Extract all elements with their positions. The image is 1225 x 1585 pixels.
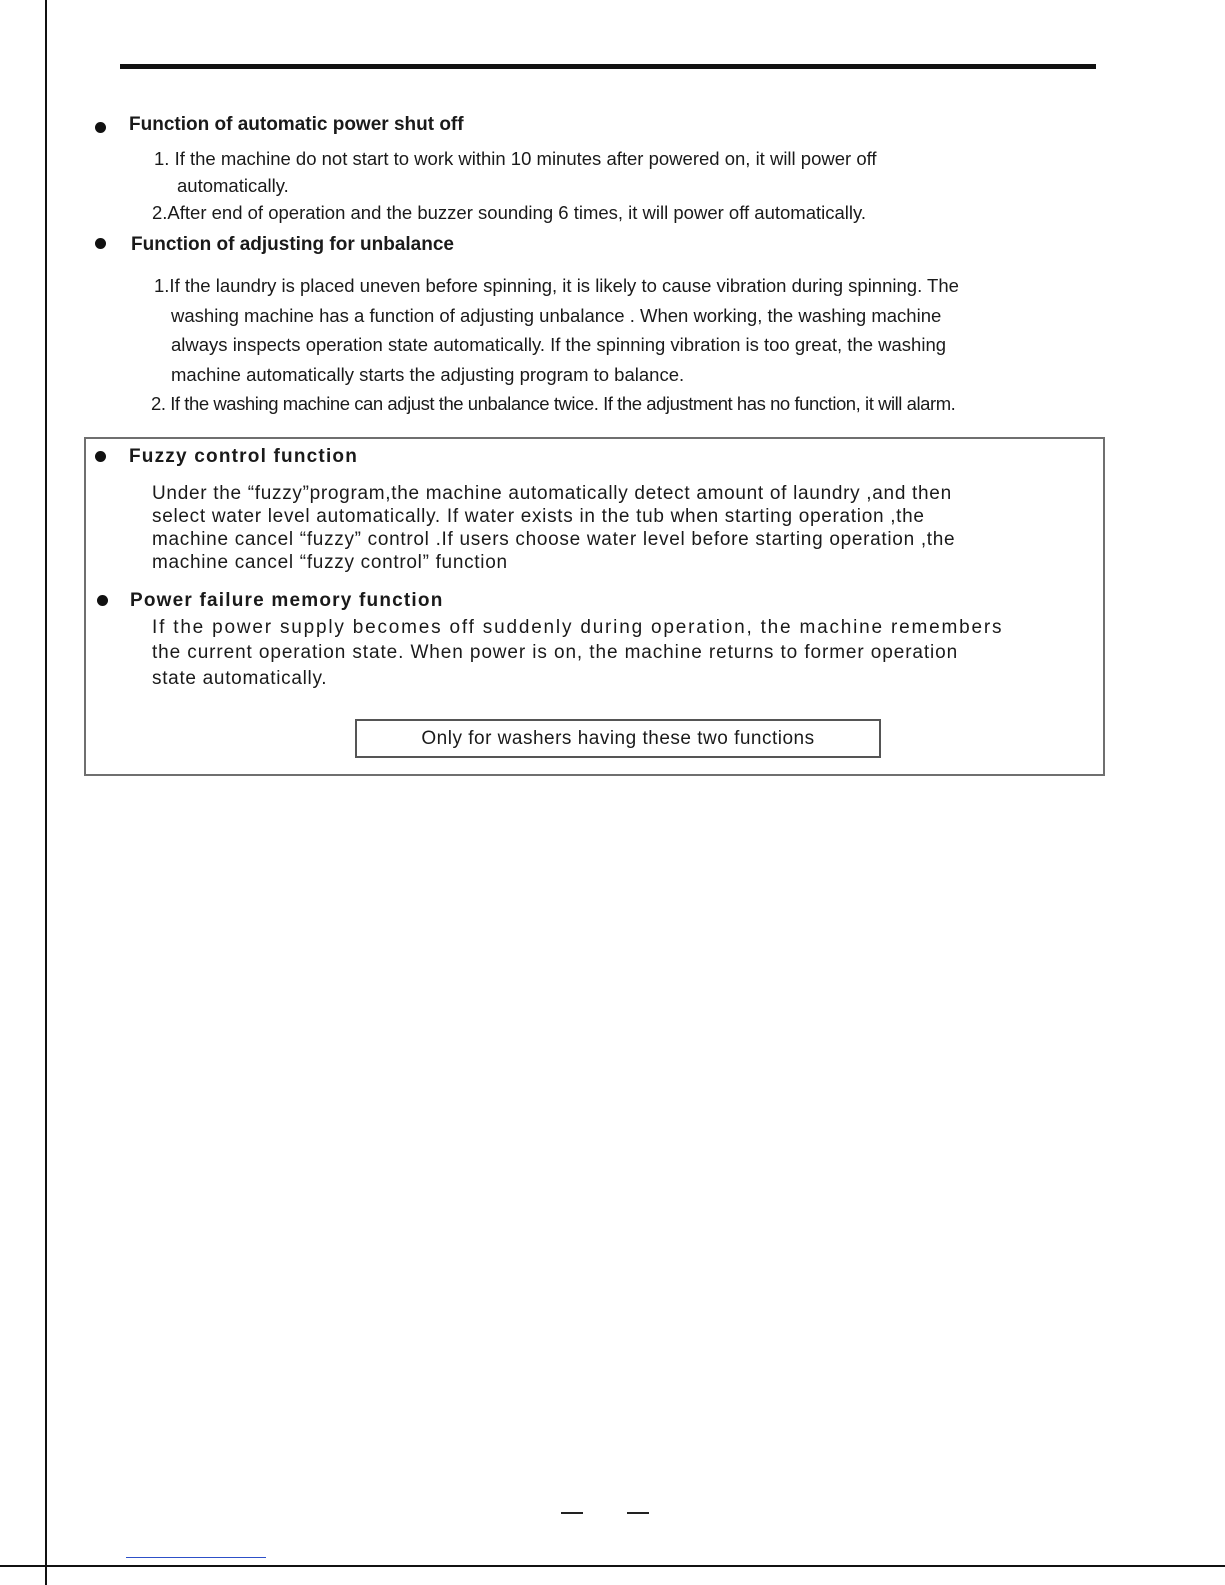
- section-body-memory: [152, 616, 1003, 692]
- fuzzy-line-2: select water level automatically. If water exists in the tub when starting operation ,the: [152, 506, 925, 527]
- page-number-dash-left: [561, 1512, 583, 1514]
- unbalance-item-1: 1.If the laundry is placed uneven before spinning, it is likely to cause vibration during spinning. The: [154, 275, 959, 296]
- fuzzy-line-4: machine cancel “fuzzy control” function: [152, 552, 508, 573]
- unbalance-item-1-cont-b: always inspects operation state automatically. If the spinning vibration is too great, the washing: [171, 334, 947, 355]
- unbalance-item-1-cont-a: washing machine has a function of adjusting unbalance . When working, the washing machine: [171, 304, 942, 326]
- fuzzy-line-1: Under the “fuzzy”program,the machine automatically detect amount of laundry ,and then: [152, 483, 952, 504]
- page-number-dash-right: [627, 1512, 649, 1514]
- section-body-shutoff: [154, 145, 877, 226]
- section-body-unbalance: [151, 271, 959, 419]
- footer-underline: [126, 1557, 266, 1558]
- applicability-note: Only for washers having these two functions: [355, 719, 881, 758]
- bullet-icon: [95, 451, 106, 462]
- unbalance-item-2: 2. If the washing machine can adjust the unbalance twice. If the adjustment has no function, it will alarm.: [151, 393, 956, 414]
- top-header-rule: [120, 64, 1096, 69]
- section-heading-memory: Power failure memory function: [130, 590, 444, 611]
- bullet-icon: [95, 122, 106, 133]
- memory-line-2: the current operation state. When power is on, the machine returns to former operation: [152, 641, 959, 663]
- fuzzy-line-3: machine cancel “fuzzy” control .If users choose water level before starting operation ,the: [152, 529, 956, 550]
- shutoff-item-1-cont: automatically.: [177, 175, 289, 196]
- section-heading-shutoff: Function of automatic power shut off: [129, 114, 464, 135]
- left-margin-rule: [45, 0, 47, 1585]
- bullet-icon: [97, 595, 108, 606]
- bottom-margin-rule: [0, 1565, 1225, 1567]
- section-heading-unbalance: Function of adjusting for unbalance: [131, 234, 454, 255]
- shutoff-item-1: 1. If the machine do not start to work within 10 minutes after powered on, it will power off: [154, 148, 877, 169]
- unbalance-item-1-cont-c: machine automatically starts the adjusting program to balance.: [171, 363, 685, 385]
- section-heading-fuzzy: Fuzzy control function: [129, 446, 359, 467]
- section-body-fuzzy: [152, 482, 955, 574]
- memory-line-3: state automatically.: [152, 668, 328, 689]
- bullet-icon: [95, 238, 106, 249]
- shutoff-item-2: 2.After end of operation and the buzzer sounding 6 times, it will power off automatically.: [152, 202, 867, 223]
- memory-line-1: If the power supply becomes off suddenly during operation, the machine remembers: [152, 617, 1004, 638]
